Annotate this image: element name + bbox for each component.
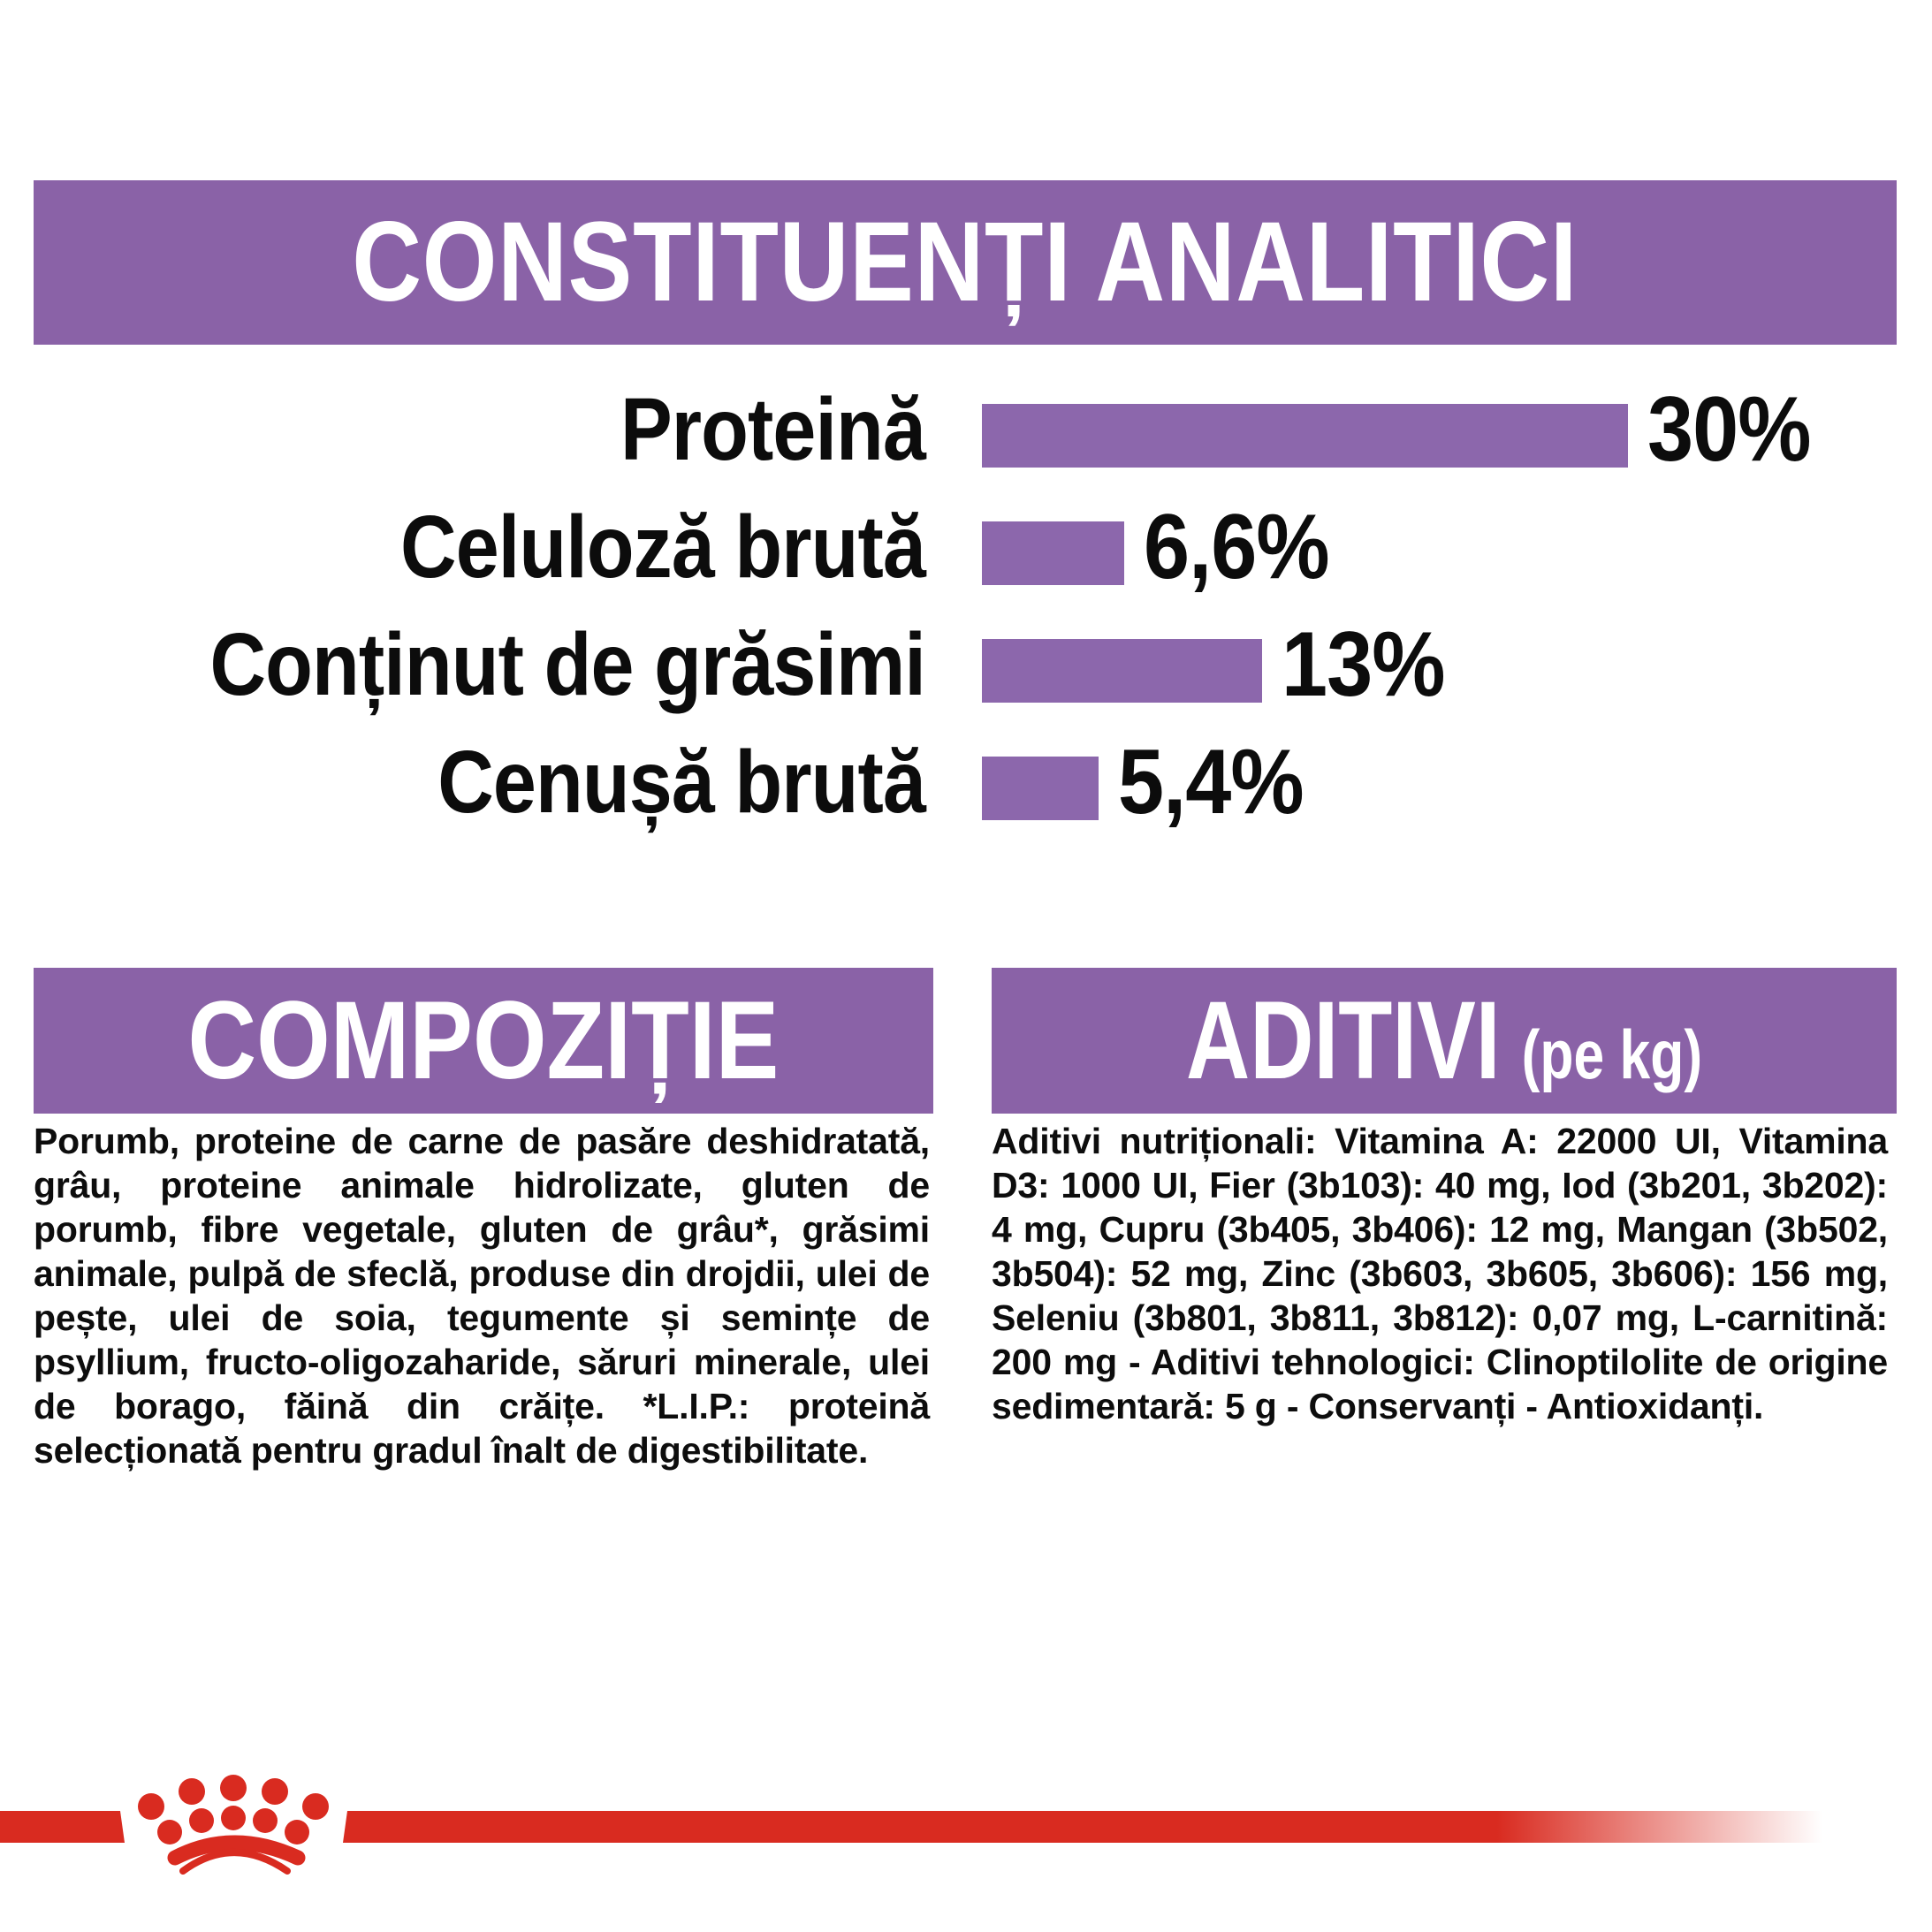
bar (982, 404, 1628, 468)
additives-text: Aditivi nutriționali: Vitamina A: 22000 UI, Vitamina D3: 1000 UI, Fier (3b103): 40 mg, Iod (3b201, 3b202): 4 mg, Cupru (3b405, 3b406): 12 mg, Mangan (3b502, 3b504): 52 mg, Zinc (3b603, 3b605, 3b606): 156 mg, Seleniu (3b801, 3b811, 3b812): 0,07 mg, L-carnitină: 200 mg - Aditivi tehnologici: Clinoptilolite de origine sedimentară: 5 g - Conservanți - Antioxidanți. (992, 1121, 1888, 1426)
bar-value: 30% (1647, 378, 1811, 481)
additives-banner (992, 968, 1897, 1114)
brand-stripe-left (0, 1811, 125, 1843)
composition-text: Porumb, proteine de carne de pasăre deshidratată, grâu, proteine animale hidrolizate, gluten de porumb, fibre vegetale, gluten de grâu*, grăsimi animale, pulpă de sfeclă, produse din drojdii, ulei de pește, ulei de soia, tegumente și semințe de psyllium, fructo-oligozaharide, săruri minerale, ulei de borago, făină din crăițe. *L.I.P.: proteină selecționată pentru gradul înalt de digestibilitate. (34, 1121, 930, 1471)
analytical-constituents-banner (34, 180, 1897, 345)
bar-label: Conținut de grăsimi (209, 615, 926, 714)
bar (982, 521, 1124, 585)
chart-row (0, 496, 1932, 598)
additives-title-main: ADITIVI (1185, 979, 1501, 1102)
bar-label: Celuloză brută (400, 498, 925, 597)
chart-row (0, 378, 1932, 481)
composition-title: COMPOZIȚIE (187, 979, 780, 1102)
bar (982, 639, 1262, 703)
bar-value: 6,6% (1144, 496, 1329, 598)
bar (982, 757, 1099, 820)
chart-row (0, 613, 1932, 716)
bar-label: Cenușă brută (437, 733, 925, 832)
analytical-chart (0, 378, 1932, 872)
bar-value: 5,4% (1118, 731, 1304, 833)
page-title: CONSTITUENȚI ANALITICI (352, 199, 1578, 325)
composition-banner (34, 968, 933, 1114)
brand-stripe-right (343, 1811, 1822, 1843)
chart-row (0, 731, 1932, 833)
royal-canin-crown-paw-logo (0, 1768, 1932, 1932)
additives-title (1185, 979, 1703, 1102)
additives-title-unit: (pe kg) (1521, 1015, 1703, 1093)
bar-label: Proteină (620, 380, 925, 479)
bar-value: 13% (1282, 613, 1445, 716)
